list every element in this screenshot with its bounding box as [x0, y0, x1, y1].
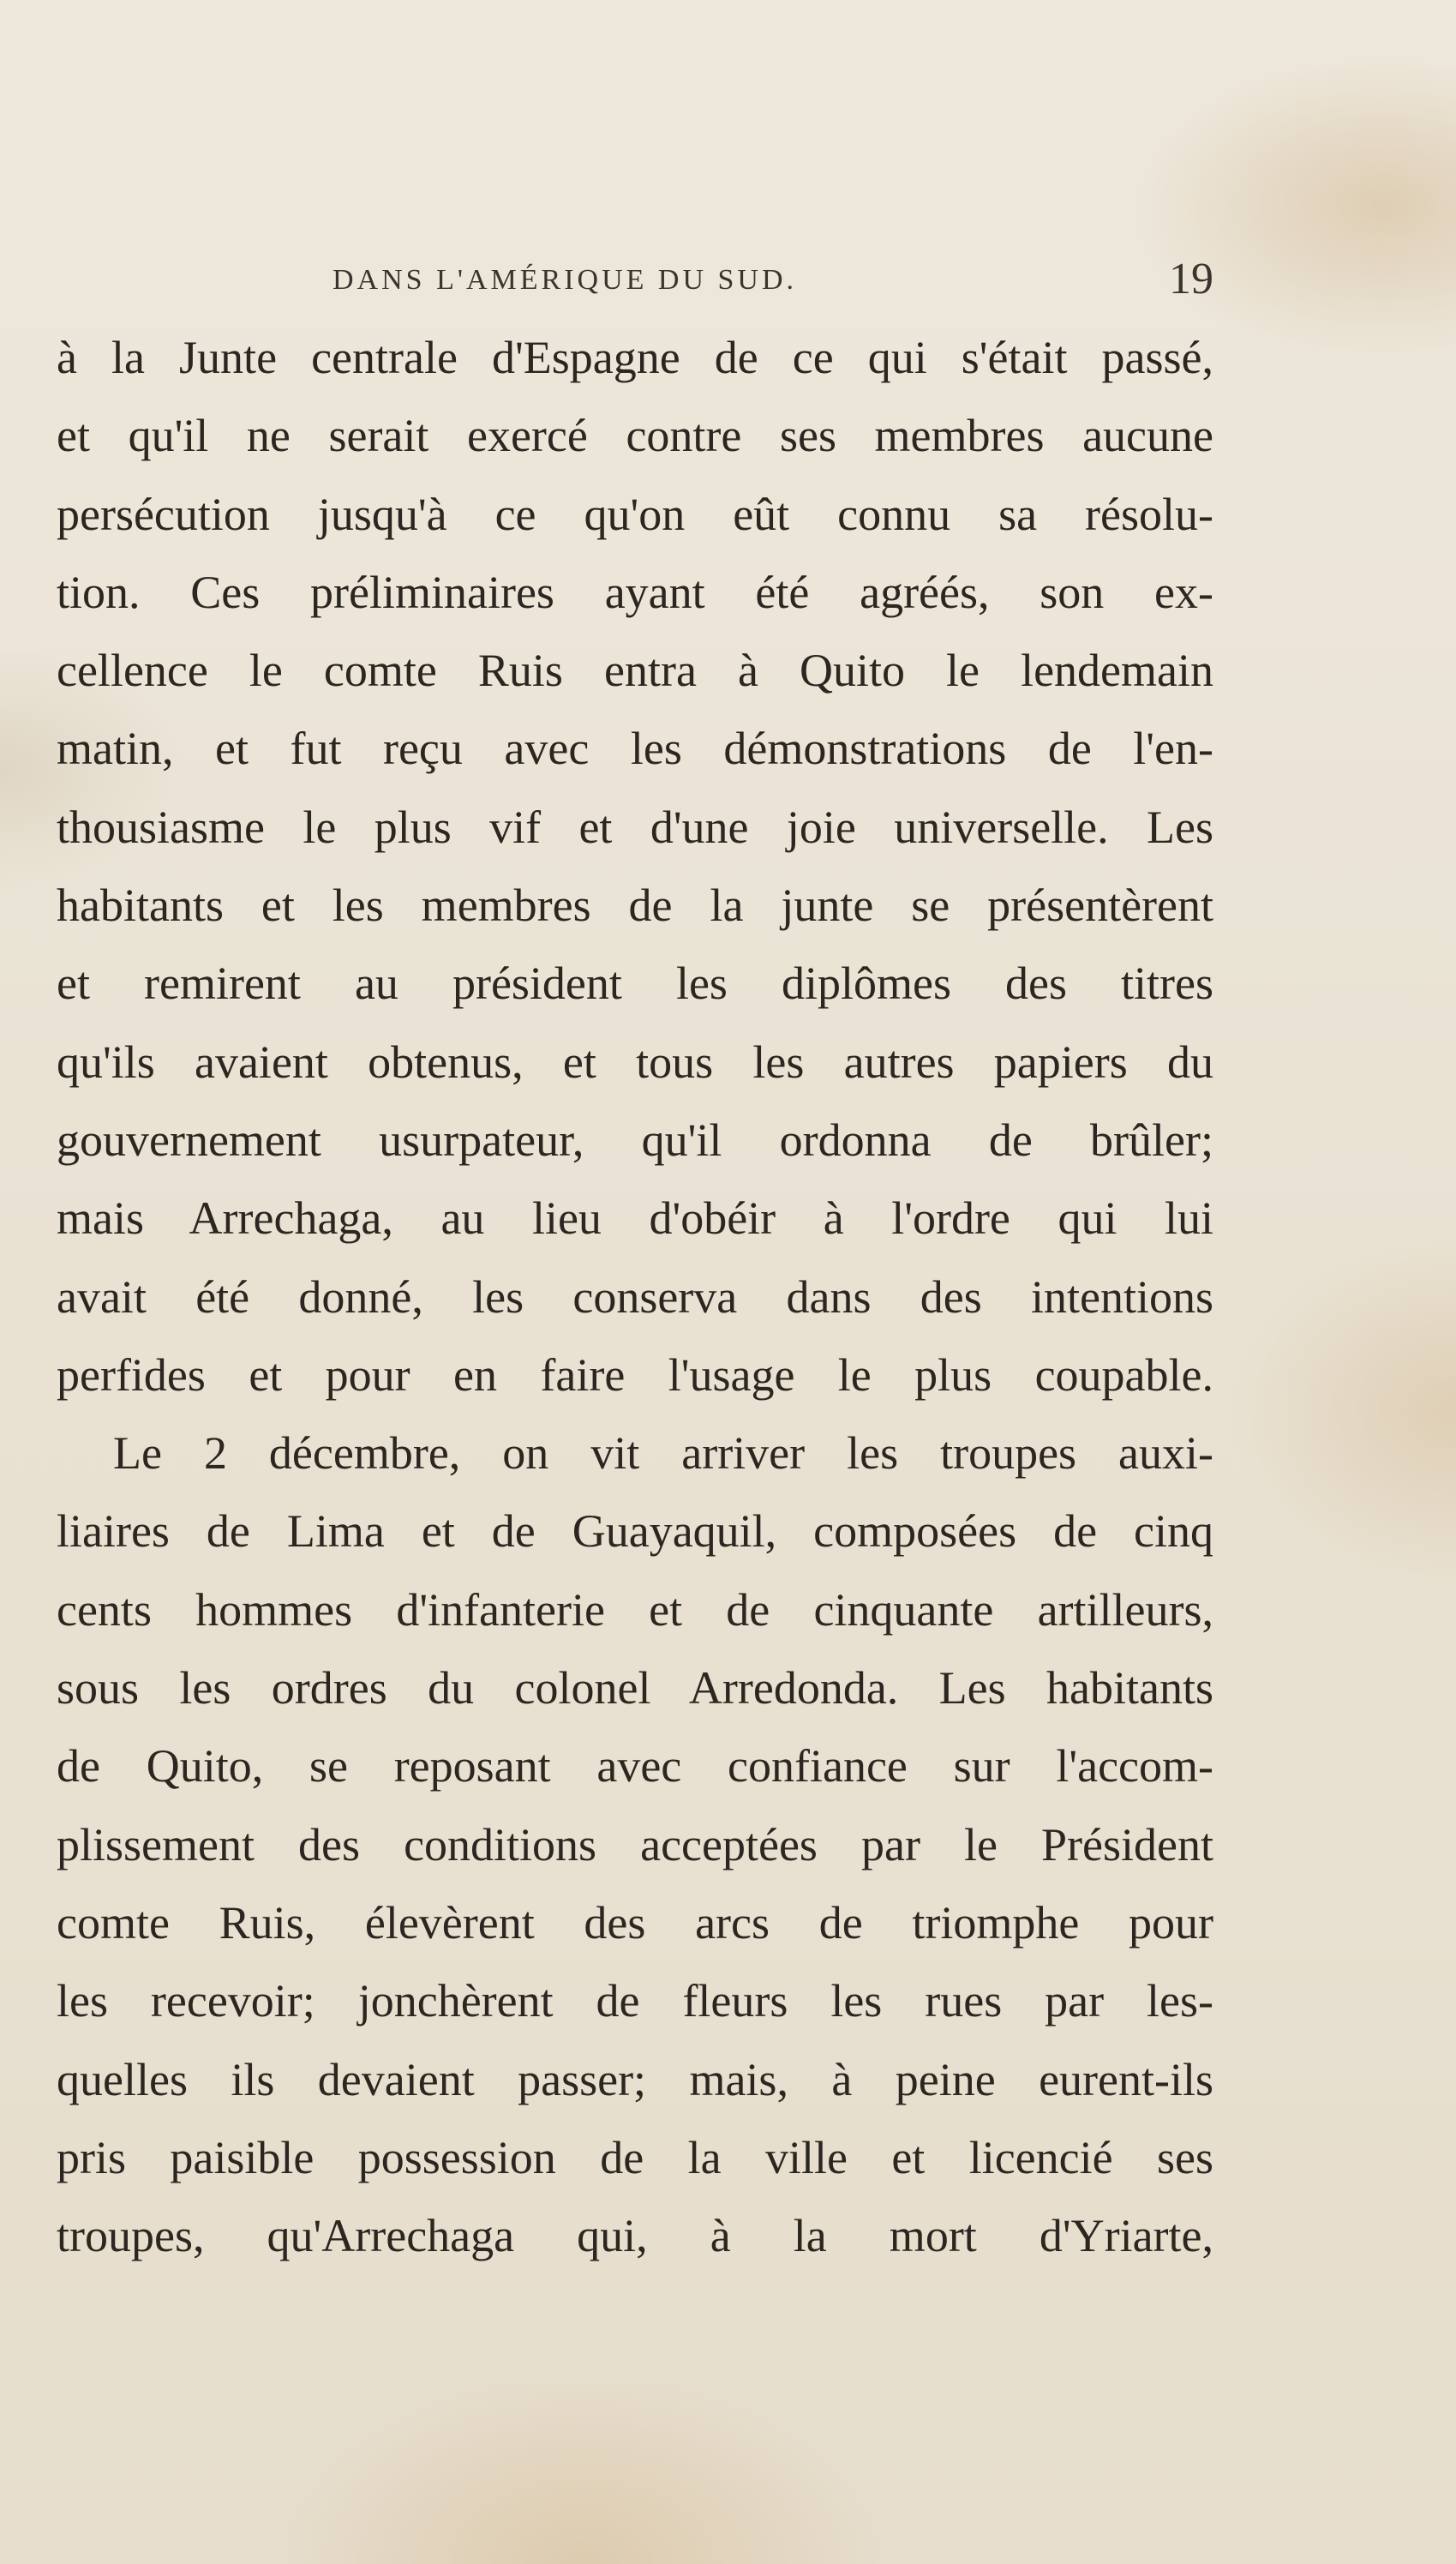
text-line: de Quito, se reposant avec confiance sur l'accom-	[57, 1740, 1213, 1792]
running-title: DANS L'AMÉRIQUE DU SUD.	[333, 264, 798, 296]
text-line: cellence le comte Ruis entra à Quito le lendemain	[57, 645, 1213, 697]
text-line: troupes, qu'Arrechaga qui, à la mort d'Yriarte,	[57, 2210, 1213, 2262]
text-line: persécution jusqu'à ce qu'on eût connu sa résolu-	[57, 488, 1213, 540]
text-line-paragraph-start: Le 2 décembre, on vit arriver les troupes auxi-	[113, 1427, 1213, 1480]
running-head	[57, 257, 1213, 309]
text-line: matin, et fut reçu avec les démonstrations de l'en-	[57, 723, 1213, 775]
text-line: et qu'il ne serait exercé contre ses membres aucune	[57, 410, 1213, 462]
text-line: liaires de Lima et de Guayaquil, composées de cinq	[57, 1505, 1213, 1558]
text-line: avait été donné, les conserva dans des intentions	[57, 1270, 1213, 1323]
text-line: quelles ils devaient passer; mais, à peine eurent-ils	[57, 2053, 1213, 2105]
text-line: perfides et pour en faire l'usage le plus coupable.	[57, 1348, 1213, 1401]
text-line: thousiasme le plus vif et d'une joie universelle. Les	[57, 801, 1213, 853]
text-line: habitants et les membres de la junte se présentèrent	[57, 880, 1213, 932]
text-line: comte Ruis, élevèrent des arcs de triomphe pour	[57, 1896, 1213, 1949]
text-line: sous les ordres du colonel Arredonda. Les habitants	[57, 1662, 1213, 1714]
text-line: mais Arrechaga, au lieu d'obéir à l'ordre qui lui	[57, 1192, 1213, 1245]
text-line: les recevoir; jonchèrent de fleurs les rues par les-	[57, 1975, 1213, 2027]
text-line: cents hommes d'infanterie et de cinquante artilleurs,	[57, 1583, 1213, 1636]
text-line: et remirent au président les diplômes des titres	[57, 958, 1213, 1010]
text-line: plissement des conditions acceptées par le Président	[57, 1818, 1213, 1870]
text-line: tion. Ces préliminaires ayant été agréés, son ex-	[57, 566, 1213, 618]
text-line: à la Junte centrale d'Espagne de ce qui s'était passé,	[57, 332, 1213, 383]
body-text	[57, 319, 1213, 2275]
text-line: gouvernement usurpateur, qu'il ordonna de brûler;	[57, 1114, 1213, 1166]
page-number: 19	[1169, 255, 1213, 303]
text-line: qu'ils avaient obtenus, et tous les autres papiers du	[57, 1036, 1213, 1088]
text-line: pris paisible possession de la ville et licencié ses	[57, 2131, 1213, 2183]
